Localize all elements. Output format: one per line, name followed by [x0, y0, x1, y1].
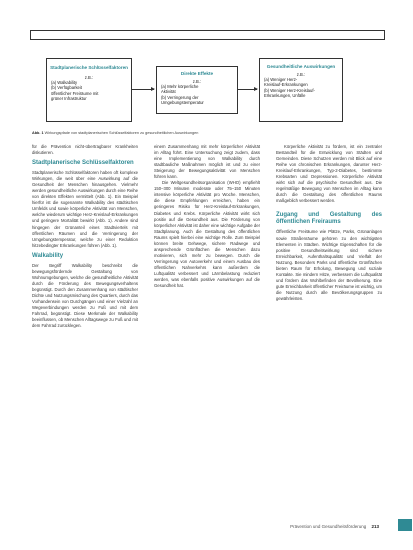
box-line: Umgebungstemperatur: [161, 100, 204, 106]
paragraph: für die Prävention nicht-übertragbarer Krankheiten diskutieren.: [32, 144, 138, 156]
header-bar: [30, 30, 385, 40]
box-body: [47, 75, 131, 102]
paragraph: Öffentliche Freiräume wie Plätze, Parks, Grünanlagen sowie Straßenräume gehören zu den wichtigsten Elementen in Städten. Wichtige Eigenschaften für die positive Gesundheitswirkung sind sichere Erreichbarkeit, Aufenthaltsqualität und Vielfalt der Nutzung. Besonders Parks und öffentliche Grünflächen bieten Raum für Erholung, Bewegung und soziale Kontakte. Sie mindern Hitze, verbessern die Luftqualität und fördern das Wohlbefinden der Bevölkerung. Eine gute Erreichbarkeit öffentlicher Freiräume ist wichtig, um die Nutzung durch alle Bevölkerungsgruppen zu gewährleisten.: [276, 229, 382, 301]
paragraph: Stadtplanerische Schlüsselfaktoren haben oft komplexe Wirkungen, die weit über eine Auswirkung auf die Gesundheit der Menschen hinausgehen. Vielmehr werden gesundheitliche Auswirkungen durch eine Reihe von direkten Effekten vermittelt (Abb. 1). Ein Beispiel hierfür ist die sogenannte Walkability des städtischen Umfelds und sowie körperliche Aktivität von Menschen, welche wiederum wichtige Herz-Kreislauf-Erkrankungen und geringere Mortalität bewirkt (Abb. 1). Andere sind hingegen der Grünanteil eines Stadtviertels mit öffentlichen Räumen und die Verringerung der Umgebungstemperatur, welche zu einer Reduktion hitzebedingter Erkrankungen führen (Abb. 1).: [32, 170, 138, 248]
page-footer: [290, 524, 379, 529]
section-heading: Zugang und Gestaltung des öffentlichen Freiraums: [276, 212, 382, 226]
paragraph: Körperliche Aktivität zu fördern, ist ein zentraler Bestandteil für die Entwicklung von Städten und Gemeinden. Diese Schutzen werden mit Blick auf eine Reihe von chronischen Erkrankungen, darunter Herz-Kreislauf-Erkrankungen, Typ-2-Diabetes, bestimmte Krebsarten und Depressionen. Körperliche Aktivität wirkt sich auf die psychische Gesundheit aus. Die regelmäßige Bewegung von Menschen im Alltag kann durch die Gestaltung des öffentlichen Raums maßgeblich verbessert werden.: [276, 144, 382, 204]
box-body: [260, 72, 342, 99]
journal-name: Prävention und Gesundheitsförderung: [290, 524, 367, 529]
paragraph: einem Zusammenhang mit mehr körperlicher Aktivität im Alltag führt. Eine Untersuchung zeigt zudem, dass eine Implementierung von Walkability durch stadtbauliche Maßnahmen möglich ist und zu einer Steigerung der Bewegungsaktivität von Menschen führen kann.: [154, 144, 260, 180]
section-heading: Stadtplanerische Schlüsselfaktoren: [32, 160, 134, 167]
box-line: (b) Verringerung der: [161, 94, 199, 100]
box-line: (a) Walkability: [51, 80, 78, 85]
box-line: Aktivität: [161, 89, 176, 95]
box-line: öffentlicher Freiräume mit: [51, 90, 99, 96]
paragraph: Die Weltgesundheitsorganisation (WHO) empfiehlt 150–300 Minuten moderate oder 75–150 Minuten intensive körperliche Aktivität pro Woche. Menschen, die diese Empfehlungen erreichen, haben ein geringeres Risiko für Herz-Kreislauf-Erkrankungen, Diabetes und Krebs. Körperliche Aktivität wirkt sich positiv auf die Gesundheit aus. Die Förderung von körperlicher Aktivität ist daher eine wichtige Aufgabe der Stadtplanung. Auch die Gestaltung des öffentlichen Raums spielt hierbei eine wichtige Rolle. Zum Beispiel können breite Gehwege, sichere Radwege und ansprechende Grünflächen die Menschen dazu motivieren, sich mehr zu bewegen. Durch die Verringerung von Autoverkehr und einem Ausbau des öffentlichen Nahverkehrs kann außerdem die Luftqualität verbessert und Lärmbelastung reduziert werden, was ebenfalls positive Auswirkungen auf die Gesundheit hat.: [154, 180, 260, 289]
box-line: z.B.:: [192, 78, 202, 84]
box-line: (a) Weniger Herz-: [264, 77, 298, 82]
paragraph: Der Begriff Walkability beschreibt die bewegungsfördernde Gestaltung von Wohnumgebungen, welche die gesundheitliche Aktivität durch die Förderung des Bewegungsverhaltens begünstigt. Durch den Zusammenhang von städtischer Dichte und Nutzungsmischung des Quartiers, durch das Vorhandensein von Durchgängen und einer Vielzahl an Wegeverbindungen werden zu Fuß und mit dem Fahrrad, begünstigt. Diese Merkmale der Walkability beeinflussen, ob Menschen Alltagswege zu Fuß und mit dem Fahrrad zurücklegen.: [32, 262, 138, 329]
figure-box-health-outcomes: [259, 58, 343, 122]
box-line: (b) Verfügbarkeit: [51, 85, 82, 91]
box-line: grüner Infrastruktur: [51, 96, 87, 102]
box-body: [157, 79, 237, 106]
page-number: 213: [371, 524, 379, 529]
box-line: (b) Weniger Herz-Kreislauf-: [264, 87, 315, 93]
box-line: Erkrankungen, Unfälle: [264, 93, 306, 99]
box-title: Gesundheitliche Auswirkungen: [266, 64, 336, 69]
box-line: Kreislauf-Erkrankungen: [264, 82, 308, 88]
box-line: (a) Mehr körperliche: [161, 84, 199, 89]
arrow-right: [131, 89, 154, 90]
section-heading: Walkability: [32, 252, 64, 259]
box-line: z.B.:: [296, 71, 306, 77]
caption-label: Abb. 1: [32, 131, 44, 135]
box-line: z.B.:: [84, 74, 94, 80]
figure-box-key-factors: [46, 58, 132, 122]
text-column-2: [154, 144, 260, 289]
text-column-3: [276, 144, 382, 302]
figure-caption: [32, 131, 392, 135]
caption-text: Wirkungspfade von stadtplanerischen Schlüsselfaktoren zu gesundheitlichen Auswirkungen: [44, 131, 199, 135]
text-column-1: [32, 144, 138, 329]
page-tab-marker: [398, 519, 412, 531]
figure-box-direct-effects: [156, 66, 238, 114]
box-title: Direkte Effekte: [180, 71, 214, 76]
box-title: Stadtplanerische Schlüsselfaktoren: [50, 65, 128, 70]
arrow-right: [237, 89, 257, 90]
